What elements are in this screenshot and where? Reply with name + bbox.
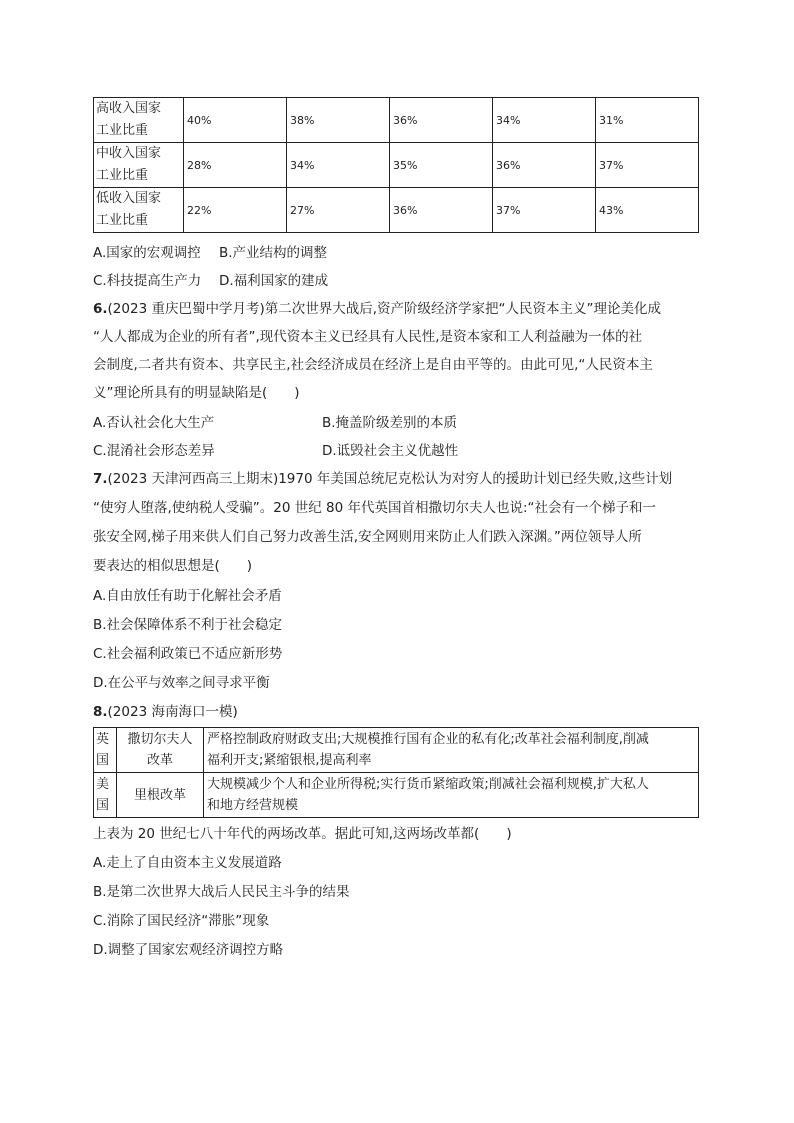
table-cell: 31% <box>596 98 699 143</box>
country-cell: 英 国 <box>94 728 117 773</box>
q7-option-a[interactable]: A.自由放任有助于化解社会矛盾 <box>93 588 282 604</box>
q5-option-c[interactable]: C.科技提高生产力 <box>93 273 202 289</box>
q8-stem: 上表为 20 世纪七八十年代的两场改革。据此可知,这两场改革都( ) <box>93 826 512 842</box>
q8-option-b[interactable]: B.是第二次世界大战后人民民主斗争的结果 <box>93 884 350 900</box>
table-cell: 37% <box>493 188 596 233</box>
question-number: 7. <box>93 471 108 487</box>
q5-option-d[interactable]: D.福利国家的建成 <box>219 273 329 289</box>
table-cell: 36% <box>493 143 596 188</box>
q6-option-c[interactable]: C.混淆社会形态差异 <box>93 443 215 459</box>
q6-option-b[interactable]: B.掩盖阶级差别的本质 <box>322 415 458 431</box>
row-label: 高收入国家 工业比重 <box>94 98 184 143</box>
q7-option-b[interactable]: B.社会保障体系不利于社会稳定 <box>93 617 283 633</box>
q7-option-c[interactable]: C.社会福利政策已不适应新形势 <box>93 646 283 662</box>
table-cell: 36% <box>390 188 493 233</box>
table-cell: 27% <box>287 188 390 233</box>
table-row <box>94 98 699 143</box>
q7-option-d[interactable]: D.在公平与效率之间寻求平衡 <box>93 675 270 691</box>
country-cell: 美 国 <box>94 773 117 818</box>
table-cell: 22% <box>184 188 287 233</box>
table-cell: 28% <box>184 143 287 188</box>
q7-line: 7.(2023 天津河西高三上期末)1970 年美国总统尼克松认为对穷人的援助计划已经失败,这些计划 <box>93 471 673 487</box>
q8-option-a[interactable]: A.走上了自由资本主义发展道路 <box>93 855 282 871</box>
q5-option-b[interactable]: B.产业结构的调整 <box>219 245 328 261</box>
table-cell: 36% <box>390 98 493 143</box>
q7-line: 张安全网,梯子用来供人们自己努力改善生活,安全网则用来防止人们跌入深渊。”两位领导人所 <box>93 529 642 545</box>
table-cell: 38% <box>287 98 390 143</box>
q5-option-a[interactable]: A.国家的宏观调控 <box>93 245 201 261</box>
q7-line: 要表达的相似思想是( ) <box>93 558 253 574</box>
q6-line: 会制度,二者共有资本、共享民主,社会经济成员在经济上是自由平等的。由此可见,“人民资本主 <box>93 357 653 373</box>
table-row <box>94 143 699 188</box>
table-cell: 35% <box>390 143 493 188</box>
table-row <box>94 188 699 233</box>
q8-option-d[interactable]: D.调整了国家宏观经济调控方略 <box>93 942 284 958</box>
content-cell: 大规模减少个人和企业所得税;实行货币紧缩政策;削减社会福利规模,扩大私人 和地方经营规模 <box>204 773 699 818</box>
q8-option-c[interactable]: C.消除了国民经济“滞胀”现象 <box>93 913 270 929</box>
q6-line: 义”理论所具有的明显缺陷是( ) <box>93 385 300 401</box>
question-number: 8. <box>93 704 108 720</box>
q6-line: “人人都成为企业的所有者”,现代资本主义已经具有人民性,是资本家和工人利益融为一体的社 <box>93 329 643 345</box>
table-cell: 40% <box>184 98 287 143</box>
table-cell: 34% <box>287 143 390 188</box>
q6-option-d[interactable]: D.诋毁社会主义优越性 <box>322 443 459 459</box>
q7-line: “使穷人堕落,使纳税人受骗”。20 世纪 80 年代英国首相撒切尔夫人也说:“社会有一个梯子和一 <box>93 500 657 516</box>
reform-cell: 里根改革 <box>117 773 204 818</box>
content-cell: 严格控制政府财政支出;大规模推行国有企业的私有化;改革社会福利制度,削减 福利开支;紧缩银根,提高利率 <box>204 728 699 773</box>
reform-table <box>93 727 699 818</box>
q8-line: 8.(2023 海南海口一模) <box>93 704 238 720</box>
question-number: 6. <box>93 301 108 317</box>
reform-cell: 撒切尔夫人 改革 <box>117 728 204 773</box>
table-cell: 34% <box>493 98 596 143</box>
q6-option-a[interactable]: A.否认社会化大生产 <box>93 415 215 431</box>
q6-line: 6.(2023 重庆巴蜀中学月考)第二次世界大战后,资产阶级经济学家把“人民资本主义”理论美化成 <box>93 301 661 317</box>
row-label: 中收入国家 工业比重 <box>94 143 184 188</box>
table-row <box>94 773 699 818</box>
table-cell: 37% <box>596 143 699 188</box>
industry-share-table <box>93 97 699 233</box>
row-label: 低收入国家 工业比重 <box>94 188 184 233</box>
table-cell: 43% <box>596 188 699 233</box>
table-row <box>94 728 699 773</box>
